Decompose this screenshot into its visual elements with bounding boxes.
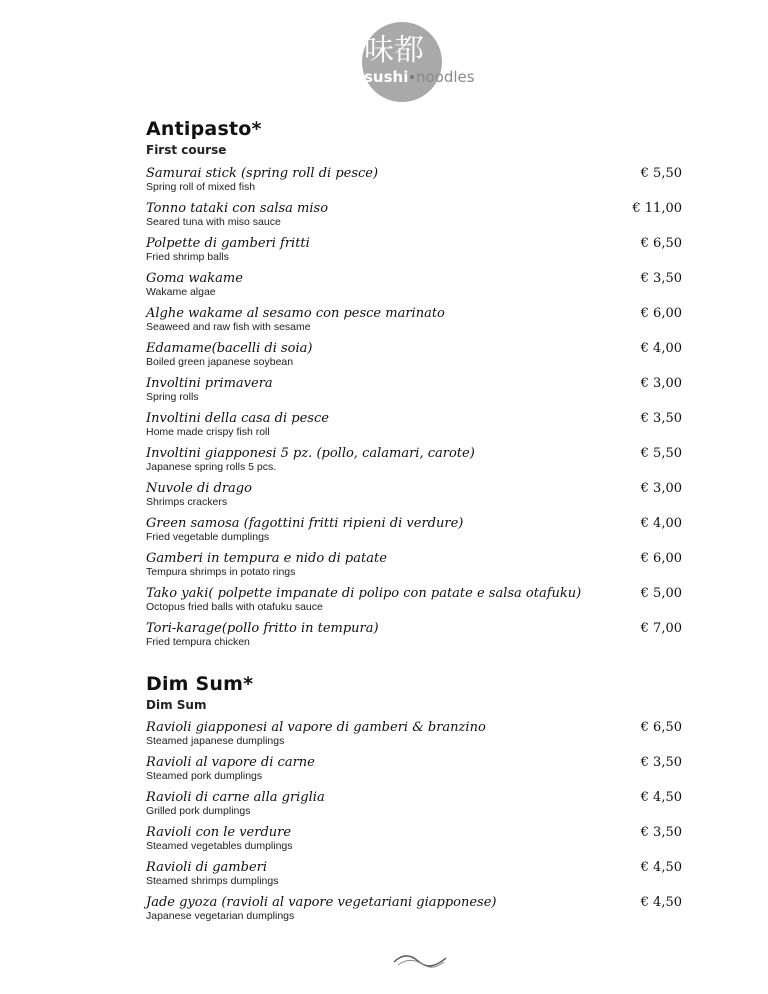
item-description: Fried shrimp balls [146,251,229,263]
menu-item [146,860,682,892]
item-price: € 3,50 [640,825,682,840]
item-price: € 4,50 [640,790,682,805]
item-price: € 3,00 [640,481,682,496]
item-price: € 7,00 [640,621,682,636]
item-price: € 5,50 [640,166,682,181]
item-price: € 6,00 [640,306,682,321]
item-description: Steamed japanese dumplings [146,735,285,747]
item-name: Ravioli di carne alla griglia [146,790,325,805]
item-name: Jade gyoza (ravioli al vapore vegetariani giapponese) [146,895,497,910]
menu-item [146,621,682,653]
logo-word-sushi: sushi [364,68,409,86]
item-description: Tempura shrimps in potato rings [146,566,296,578]
menu-item [146,825,682,857]
item-description: Seaweed and raw fish with sesame [146,321,311,333]
section-subtitle: First course [146,143,227,157]
logo-chinese-char-1: 味都 [364,33,424,68]
item-name: Goma wakame [146,271,243,286]
item-name: Green samosa (fagottini fritti ripieni di verdure) [146,516,464,531]
menu-item [146,895,682,927]
item-description: Spring roll of mixed fish [146,181,256,193]
menu-item [146,306,682,338]
item-name: Ravioli al vapore di carne [146,755,315,770]
item-name: Nuvole di drago [146,481,252,496]
item-price: € 5,00 [640,586,682,601]
section-subtitle: Dim Sum [146,698,207,712]
item-price: € 5,50 [640,446,682,461]
item-description: Home made crispy fish roll [146,426,270,438]
item-price: € 6,00 [640,551,682,566]
menu-item [146,271,682,303]
item-description: Wakame algae [146,286,216,298]
item-description: Steamed pork dumplings [146,770,263,782]
item-description: Steamed vegetables dumplings [146,840,293,852]
menu-item [146,376,682,408]
item-description: Japanese spring rolls 5 pcs. [146,461,277,473]
sushi-noodles-logo [344,20,504,104]
menu-item [146,551,682,583]
item-price: € 3,00 [640,376,682,391]
menu-item [146,755,682,787]
item-description: Octopus fried balls with otafuku sauce [146,601,323,613]
item-name: Samurai stick (spring roll di pesce) [146,166,379,181]
item-price: € 6,50 [640,236,682,251]
item-name: Ravioli giapponesi al vapore di gamberi & branzino [146,720,486,735]
item-name: Tori-karage(pollo fritto in tempura) [146,621,379,636]
item-name: Involtini primavera [146,376,273,391]
item-name: Ravioli di gamberi [146,860,268,875]
section-title: Dim Sum* [146,673,254,695]
item-price: € 3,50 [640,271,682,286]
menu-item [146,790,682,822]
menu-item [146,166,682,198]
menu-item [146,481,682,513]
item-name: Alghe wakame al sesamo con pesce marinato [146,306,445,321]
item-name: Polpette di gamberi fritti [146,236,310,251]
section-heading-dim-sum [146,673,686,713]
item-description: Steamed shrimps dumplings [146,875,279,887]
item-description: Fried tempura chicken [146,636,250,648]
menu-item [146,586,682,618]
item-description: Shrimps crackers [146,496,228,508]
item-description: Boiled green japanese soybean [146,356,294,368]
logo-word-noodles: noodles [416,68,475,86]
item-price: € 4,00 [640,341,682,356]
section-heading-antipasto [146,118,686,158]
item-price: € 3,50 [640,755,682,770]
item-name: Tako yaki( polpette impanate di polipo con patate e salsa otafuku) [146,586,582,601]
item-name: Ravioli con le verdure [146,825,292,840]
item-description: Grilled pork dumplings [146,805,251,817]
item-name: Edamame(bacelli di soia) [146,341,313,356]
item-description: Japanese vegetarian dumplings [146,910,295,922]
section-title: Antipasto* [146,118,262,140]
menu-item [146,411,682,443]
item-name: Gamberi in tempura e nido di patate [146,551,387,566]
wave-ornament-icon [392,952,448,970]
item-description: Seared tuna with miso sauce [146,216,281,228]
item-description: Fried vegetable dumplings [146,531,270,543]
item-price: € 4,50 [640,895,682,910]
item-price: € 11,00 [632,201,682,216]
menu-item [146,341,682,373]
item-name: Involtini della casa di pesce [146,411,329,426]
item-name: Tonno tataki con salsa miso [146,201,329,216]
item-price: € 6,50 [640,720,682,735]
menu-item [146,236,682,268]
item-price: € 4,00 [640,516,682,531]
menu-item [146,720,682,752]
menu-item [146,516,682,548]
menu-item [146,201,682,233]
item-price: € 4,50 [640,860,682,875]
menu-item [146,446,682,478]
item-description: Spring rolls [146,391,199,403]
item-price: € 3,50 [640,411,682,426]
item-name: Involtini giapponesi 5 pz. (pollo, calamari, carote) [146,446,475,461]
